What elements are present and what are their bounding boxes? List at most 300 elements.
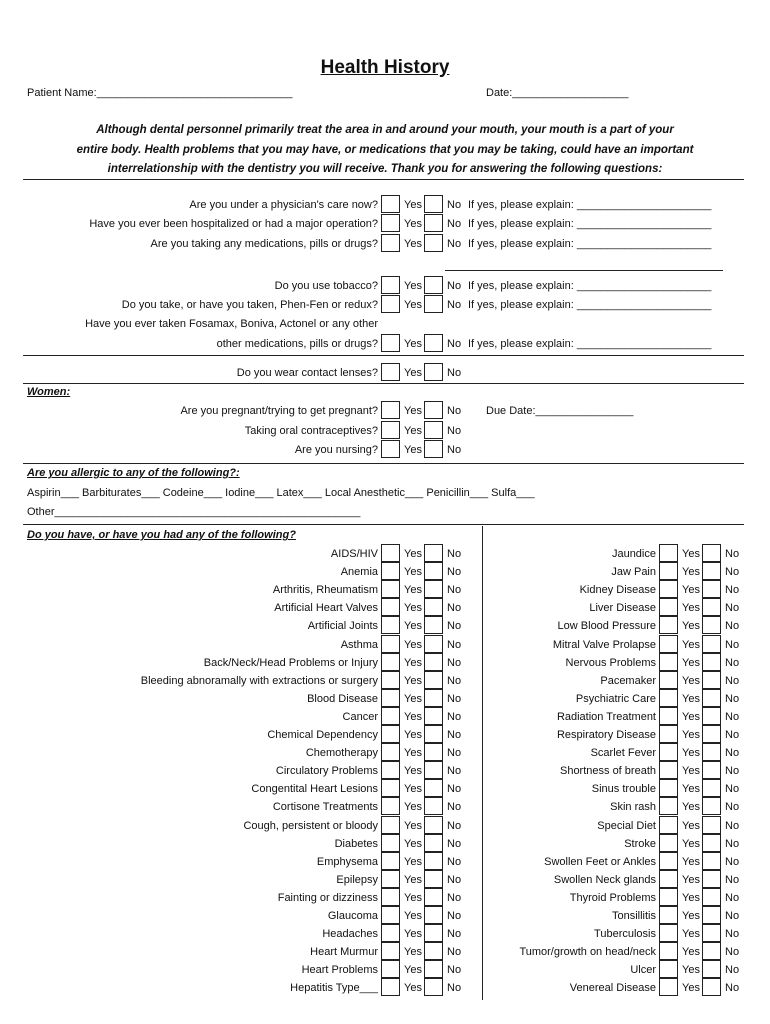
condition-jaw-pain-no-label: No <box>725 566 740 578</box>
page-title: Health History <box>320 57 450 78</box>
condition-scarlet-fever-yes-label: Yes <box>682 747 700 759</box>
divider <box>23 383 744 384</box>
divider <box>23 463 744 464</box>
condition-kidney-disease-no-label: No <box>725 584 740 596</box>
condition-liver-disease-no-checkbox[interactable] <box>702 598 721 616</box>
condition-artificial-joints-no-checkbox[interactable] <box>424 616 443 634</box>
condition-liver-disease-yes-label: Yes <box>682 602 700 614</box>
condition-back-neck-head-problems-or-injury-yes-checkbox[interactable] <box>381 653 400 671</box>
condition-jaw-pain-label: Jaw Pain <box>611 566 656 578</box>
conditions-heading: Do you have, or have you had any of the following? <box>27 529 296 541</box>
condition-mitral-valve-prolapse-yes-checkbox[interactable] <box>659 635 678 653</box>
condition-shortness-of-breath-label: Shortness of breath <box>559 765 656 777</box>
condition-tumor-growth-on-head-neck-no-checkbox[interactable] <box>702 942 721 960</box>
condition-blood-disease-no-checkbox[interactable] <box>424 689 443 707</box>
condition-respiratory-disease-yes-checkbox[interactable] <box>659 725 678 743</box>
condition-swollen-neck-glands-yes-label: Yes <box>682 874 700 886</box>
condition-diabetes-no-label: No <box>447 838 462 850</box>
condition-swollen-feet-or-ankles-yes-label: Yes <box>682 856 700 868</box>
condition-diabetes-yes-checkbox[interactable] <box>381 834 400 852</box>
condition-jaundice-no-checkbox[interactable] <box>702 544 721 562</box>
condition-tonsillitis-label: Tonsillitis <box>611 910 656 922</box>
condition-liver-disease-yes-checkbox[interactable] <box>659 598 678 616</box>
general-q-1-yes-checkbox[interactable] <box>381 214 400 232</box>
date-blank: ___________________ <box>512 87 629 99</box>
women-heading: Women: <box>27 386 71 398</box>
general-q-6-no-label: No <box>447 367 462 379</box>
divider <box>23 355 744 356</box>
condition-psychiatric-care-label: Psychiatric Care <box>575 693 656 705</box>
condition-tuberculosis-yes-checkbox[interactable] <box>659 924 678 942</box>
condition-cough-persistent-or-bloody-yes-checkbox[interactable] <box>381 816 400 834</box>
condition-circulatory-problems-yes-checkbox[interactable] <box>381 761 400 779</box>
condition-heart-problems-yes-checkbox[interactable] <box>381 960 400 978</box>
condition-chemotherapy-no-checkbox[interactable] <box>424 743 443 761</box>
general-q-1-explain-field[interactable]: If yes, please explain: ______________________ <box>468 218 712 230</box>
women-q-0-no-label: No <box>447 405 462 417</box>
condition-anemia-yes-label: Yes <box>404 566 422 578</box>
general-q-3-yes-checkbox[interactable] <box>381 276 400 294</box>
condition-fainting-or-dizziness-label: Fainting or dizziness <box>277 892 378 904</box>
condition-nervous-problems-yes-checkbox[interactable] <box>659 653 678 671</box>
condition-special-diet-yes-label: Yes <box>682 820 700 832</box>
condition-special-diet-label: Special Diet <box>597 820 656 832</box>
condition-sinus-trouble-yes-checkbox[interactable] <box>659 779 678 797</box>
condition-congentital-heart-lesions-no-label: No <box>447 783 462 795</box>
condition-tumor-growth-on-head-neck-label: Tumor/growth on head/neck <box>519 946 656 958</box>
condition-scarlet-fever-no-checkbox[interactable] <box>702 743 721 761</box>
condition-scarlet-fever-no-label: No <box>725 747 740 759</box>
condition-anemia-yes-checkbox[interactable] <box>381 562 400 580</box>
intro-line-1: Although dental personnel primarily treat the area in and around your mouth, your mouth is a part of your <box>96 124 674 136</box>
condition-swollen-feet-or-ankles-no-label: No <box>725 856 740 868</box>
condition-thyroid-problems-yes-label: Yes <box>682 892 700 904</box>
condition-ulcer-yes-label: Yes <box>682 964 700 976</box>
general-q-4-no-label: No <box>447 299 462 311</box>
condition-radiation-treatment-yes-checkbox[interactable] <box>659 707 678 725</box>
condition-jaundice-no-label: No <box>725 548 740 560</box>
general-q-1-no-checkbox[interactable] <box>424 214 443 232</box>
general-q-5-yes-label: Yes <box>404 338 422 350</box>
general-q-2-explain-field[interactable]: If yes, please explain: ______________________ <box>468 238 712 250</box>
women-q-0-label: Are you pregnant/trying to get pregnant? <box>180 405 378 417</box>
condition-ulcer-no-checkbox[interactable] <box>702 960 721 978</box>
condition-ulcer-no-label: No <box>725 964 740 976</box>
condition-artificial-joints-yes-checkbox[interactable] <box>381 616 400 634</box>
condition-nervous-problems-label: Nervous Problems <box>565 657 656 669</box>
condition-thyroid-problems-no-checkbox[interactable] <box>702 888 721 906</box>
divider <box>23 179 744 180</box>
general-q-4-label: Do you take, or have you taken, Phen-Fen or redux? <box>121 299 378 311</box>
condition-anemia-no-checkbox[interactable] <box>424 562 443 580</box>
condition-pacemaker-label: Pacemaker <box>600 675 656 687</box>
condition-skin-rash-label: Skin rash <box>610 801 656 813</box>
condition-liver-disease-label: Liver Disease <box>589 602 656 614</box>
condition-cancer-label: Cancer <box>342 711 378 723</box>
condition-heart-problems-no-checkbox[interactable] <box>424 960 443 978</box>
condition-heart-murmur-label: Heart Murmur <box>310 946 378 958</box>
condition-radiation-treatment-no-label: No <box>725 711 740 723</box>
condition-glaucoma-no-checkbox[interactable] <box>424 906 443 924</box>
condition-bleeding-abnoramally-with-extractions-or-surgery-yes-label: Yes <box>404 675 422 687</box>
condition-heart-murmur-yes-label: Yes <box>404 946 422 958</box>
date-label: Date: <box>486 87 513 99</box>
condition-jaundice-yes-label: Yes <box>682 548 700 560</box>
condition-blood-disease-label: Blood Disease <box>307 693 378 705</box>
condition-radiation-treatment-label: Radiation Treatment <box>556 711 656 723</box>
women-q-1-yes-checkbox[interactable] <box>381 421 400 439</box>
general-q-4-no-checkbox[interactable] <box>424 295 443 313</box>
condition-heart-murmur-no-checkbox[interactable] <box>424 942 443 960</box>
condition-circulatory-problems-no-label: No <box>447 765 462 777</box>
women-q-2-no-label: No <box>447 444 462 456</box>
condition-stroke-label: Stroke <box>624 838 656 850</box>
general-q-1-no-label: No <box>447 218 462 230</box>
condition-cancer-yes-checkbox[interactable] <box>381 707 400 725</box>
condition-jaw-pain-yes-label: Yes <box>682 566 700 578</box>
condition-tonsillitis-yes-checkbox[interactable] <box>659 906 678 924</box>
general-q-0-no-label: No <box>447 199 462 211</box>
condition-mitral-valve-prolapse-no-checkbox[interactable] <box>702 635 721 653</box>
condition-psychiatric-care-no-label: No <box>725 693 740 705</box>
condition-cancer-yes-label: Yes <box>404 711 422 723</box>
condition-special-diet-no-label: No <box>725 820 740 832</box>
condition-shortness-of-breath-yes-label: Yes <box>682 765 700 777</box>
date-field[interactable] <box>486 87 629 99</box>
condition-kidney-disease-yes-checkbox[interactable] <box>659 580 678 598</box>
condition-asthma-yes-checkbox[interactable] <box>381 635 400 653</box>
condition-psychiatric-care-yes-label: Yes <box>682 693 700 705</box>
condition-glaucoma-yes-checkbox[interactable] <box>381 906 400 924</box>
condition-pacemaker-yes-checkbox[interactable] <box>659 671 678 689</box>
condition-congentital-heart-lesions-no-checkbox[interactable] <box>424 779 443 797</box>
allergy-other-field[interactable]: Other__________________________________________________ <box>27 506 361 518</box>
condition-arthritis-rheumatism-no-label: No <box>447 584 462 596</box>
condition-swollen-feet-or-ankles-yes-checkbox[interactable] <box>659 852 678 870</box>
condition-cortisone-treatments-no-label: No <box>447 801 462 813</box>
condition-nervous-problems-no-label: No <box>725 657 740 669</box>
general-q-1-yes-label: Yes <box>404 218 422 230</box>
condition-bleeding-abnoramally-with-extractions-or-surgery-no-checkbox[interactable] <box>424 671 443 689</box>
condition-respiratory-disease-no-checkbox[interactable] <box>702 725 721 743</box>
condition-hepatitis-type-label: Hepatitis Type___ <box>290 982 378 994</box>
women-q-1-no-checkbox[interactable] <box>424 421 443 439</box>
condition-tonsillitis-yes-label: Yes <box>682 910 700 922</box>
condition-tuberculosis-no-label: No <box>725 928 740 940</box>
condition-chemical-dependency-no-label: No <box>447 729 462 741</box>
general-q-4-yes-checkbox[interactable] <box>381 295 400 313</box>
condition-epilepsy-no-checkbox[interactable] <box>424 870 443 888</box>
condition-back-neck-head-problems-or-injury-no-label: No <box>447 657 462 669</box>
condition-epilepsy-yes-checkbox[interactable] <box>381 870 400 888</box>
general-q-5-no-checkbox[interactable] <box>424 334 443 352</box>
condition-hepatitis-type-yes-label: Yes <box>404 982 422 994</box>
condition-sinus-trouble-yes-label: Yes <box>682 783 700 795</box>
condition-shortness-of-breath-yes-checkbox[interactable] <box>659 761 678 779</box>
condition-swollen-neck-glands-yes-checkbox[interactable] <box>659 870 678 888</box>
divider <box>23 524 744 525</box>
condition-cancer-no-label: No <box>447 711 462 723</box>
women-q-0-yes-label: Yes <box>404 405 422 417</box>
condition-blood-disease-yes-checkbox[interactable] <box>381 689 400 707</box>
general-q-5-label: other medications, pills or drugs? <box>216 338 378 350</box>
condition-aids-hiv-yes-label: Yes <box>404 548 422 560</box>
condition-tumor-growth-on-head-neck-yes-checkbox[interactable] <box>659 942 678 960</box>
condition-swollen-feet-or-ankles-no-checkbox[interactable] <box>702 852 721 870</box>
condition-fainting-or-dizziness-yes-checkbox[interactable] <box>381 888 400 906</box>
condition-glaucoma-label: Glaucoma <box>327 910 378 922</box>
condition-respiratory-disease-label: Respiratory Disease <box>556 729 656 741</box>
condition-artificial-heart-valves-yes-label: Yes <box>404 602 422 614</box>
condition-fainting-or-dizziness-yes-label: Yes <box>404 892 422 904</box>
condition-scarlet-fever-label: Scarlet Fever <box>590 747 656 759</box>
condition-congentital-heart-lesions-yes-checkbox[interactable] <box>381 779 400 797</box>
condition-radiation-treatment-no-checkbox[interactable] <box>702 707 721 725</box>
general-q-5-yes-checkbox[interactable] <box>381 334 400 352</box>
condition-psychiatric-care-yes-checkbox[interactable] <box>659 689 678 707</box>
condition-congentital-heart-lesions-label: Congentital Heart Lesions <box>251 783 378 795</box>
condition-respiratory-disease-no-label: No <box>725 729 740 741</box>
due-date-field[interactable]: Due Date:________________ <box>486 405 634 417</box>
condition-anemia-label: Anemia <box>340 566 378 578</box>
condition-congentital-heart-lesions-yes-label: Yes <box>404 783 422 795</box>
women-q-0-no-checkbox[interactable] <box>424 401 443 419</box>
condition-stroke-no-label: No <box>725 838 740 850</box>
condition-chemical-dependency-label: Chemical Dependency <box>267 729 378 741</box>
condition-bleeding-abnoramally-with-extractions-or-surgery-no-label: No <box>447 675 462 687</box>
condition-emphysema-no-label: No <box>447 856 462 868</box>
general-q-6-yes-label: Yes <box>404 367 422 379</box>
condition-shortness-of-breath-no-label: No <box>725 765 740 777</box>
condition-swollen-neck-glands-label: Swollen Neck glands <box>553 874 656 886</box>
condition-stroke-yes-checkbox[interactable] <box>659 834 678 852</box>
condition-circulatory-problems-no-checkbox[interactable] <box>424 761 443 779</box>
condition-emphysema-no-checkbox[interactable] <box>424 852 443 870</box>
general-q-3-yes-label: Yes <box>404 280 422 292</box>
condition-blood-disease-no-label: No <box>447 693 462 705</box>
general-q-2-yes-checkbox[interactable] <box>381 234 400 252</box>
condition-blood-disease-yes-label: Yes <box>404 693 422 705</box>
condition-swollen-neck-glands-no-checkbox[interactable] <box>702 870 721 888</box>
condition-arthritis-rheumatism-no-checkbox[interactable] <box>424 580 443 598</box>
condition-cough-persistent-or-bloody-yes-label: Yes <box>404 820 422 832</box>
general-q-3-label: Do you use tobacco? <box>274 280 378 292</box>
condition-stroke-no-checkbox[interactable] <box>702 834 721 852</box>
condition-artificial-heart-valves-label: Artificial Heart Valves <box>274 602 378 614</box>
condition-tonsillitis-no-label: No <box>725 910 740 922</box>
condition-chemical-dependency-yes-checkbox[interactable] <box>381 725 400 743</box>
patient-name-blank: ________________________________ <box>96 87 293 99</box>
women-q-1-no-label: No <box>447 425 462 437</box>
intro-line-2: entire body. Health problems that you may have, or medications that you may be taking, could have an important <box>76 144 694 156</box>
condition-kidney-disease-label: Kidney Disease <box>579 584 656 596</box>
condition-ulcer-yes-checkbox[interactable] <box>659 960 678 978</box>
condition-low-blood-pressure-yes-label: Yes <box>682 620 700 632</box>
condition-pacemaker-yes-label: Yes <box>682 675 700 687</box>
condition-hepatitis-type-no-label: No <box>447 982 462 994</box>
general-q-0-yes-checkbox[interactable] <box>381 195 400 213</box>
women-q-2-label: Are you nursing? <box>294 444 378 456</box>
condition-emphysema-label: Emphysema <box>316 856 378 868</box>
patient-name-field[interactable] <box>27 87 292 99</box>
condition-fainting-or-dizziness-no-checkbox[interactable] <box>424 888 443 906</box>
condition-back-neck-head-problems-or-injury-label: Back/Neck/Head Problems or Injury <box>203 657 378 669</box>
condition-epilepsy-label: Epilepsy <box>336 874 378 886</box>
condition-asthma-no-checkbox[interactable] <box>424 635 443 653</box>
condition-headaches-yes-label: Yes <box>404 928 422 940</box>
condition-epilepsy-no-label: No <box>447 874 462 886</box>
condition-headaches-label: Headaches <box>322 928 378 940</box>
condition-arthritis-rheumatism-yes-checkbox[interactable] <box>381 580 400 598</box>
general-q-3-explain-field[interactable]: If yes, please explain: ______________________ <box>468 280 712 292</box>
condition-tuberculosis-yes-label: Yes <box>682 928 700 940</box>
condition-heart-problems-no-label: No <box>447 964 462 976</box>
general-q-6-no-checkbox[interactable] <box>424 363 443 381</box>
general-q-4-yes-label: Yes <box>404 299 422 311</box>
condition-tumor-growth-on-head-neck-no-label: No <box>725 946 740 958</box>
condition-tuberculosis-no-checkbox[interactable] <box>702 924 721 942</box>
condition-chemotherapy-label: Chemotherapy <box>305 747 378 759</box>
condition-venereal-disease-no-label: No <box>725 982 740 994</box>
condition-artificial-joints-no-label: No <box>447 620 462 632</box>
condition-low-blood-pressure-no-label: No <box>725 620 740 632</box>
general-q-5-explain-field[interactable]: If yes, please explain: ______________________ <box>468 338 712 350</box>
condition-heart-murmur-yes-checkbox[interactable] <box>381 942 400 960</box>
condition-cancer-no-checkbox[interactable] <box>424 707 443 725</box>
condition-skin-rash-yes-checkbox[interactable] <box>659 797 678 815</box>
condition-emphysema-yes-checkbox[interactable] <box>381 852 400 870</box>
condition-jaw-pain-no-checkbox[interactable] <box>702 562 721 580</box>
women-q-2-yes-label: Yes <box>404 444 422 456</box>
condition-emphysema-yes-label: Yes <box>404 856 422 868</box>
condition-circulatory-problems-yes-label: Yes <box>404 765 422 777</box>
condition-psychiatric-care-no-checkbox[interactable] <box>702 689 721 707</box>
condition-diabetes-yes-label: Yes <box>404 838 422 850</box>
condition-venereal-disease-no-checkbox[interactable] <box>702 978 721 996</box>
condition-sinus-trouble-label: Sinus trouble <box>591 783 656 795</box>
condition-kidney-disease-yes-label: Yes <box>682 584 700 596</box>
general-q-6-label: Do you wear contact lenses? <box>236 367 378 379</box>
allergy-list[interactable]: Aspirin___ Barbiturates___ Codeine___ Iodine___ Latex___ Local Anesthetic___ Penicillin___ Sulfa___ <box>27 487 535 499</box>
general-q-2-yes-label: Yes <box>404 238 422 250</box>
condition-hepatitis-type-yes-checkbox[interactable] <box>381 978 400 996</box>
condition-headaches-no-checkbox[interactable] <box>424 924 443 942</box>
condition-artificial-heart-valves-yes-checkbox[interactable] <box>381 598 400 616</box>
condition-aids-hiv-no-label: No <box>447 548 462 560</box>
condition-special-diet-no-checkbox[interactable] <box>702 816 721 834</box>
condition-radiation-treatment-yes-label: Yes <box>682 711 700 723</box>
condition-aids-hiv-yes-checkbox[interactable] <box>381 544 400 562</box>
general-q-4-explain-field[interactable]: If yes, please explain: ______________________ <box>468 299 712 311</box>
condition-low-blood-pressure-yes-checkbox[interactable] <box>659 616 678 634</box>
women-q-2-no-checkbox[interactable] <box>424 440 443 458</box>
women-q-2-yes-checkbox[interactable] <box>381 440 400 458</box>
condition-tonsillitis-no-checkbox[interactable] <box>702 906 721 924</box>
condition-liver-disease-no-label: No <box>725 602 740 614</box>
condition-chemotherapy-yes-label: Yes <box>404 747 422 759</box>
general-q-2-no-checkbox[interactable] <box>424 234 443 252</box>
condition-cough-persistent-or-bloody-no-checkbox[interactable] <box>424 816 443 834</box>
condition-low-blood-pressure-label: Low Blood Pressure <box>557 620 656 632</box>
women-q-0-yes-checkbox[interactable] <box>381 401 400 419</box>
condition-aids-hiv-label: AIDS/HIV <box>330 548 378 560</box>
condition-sinus-trouble-no-label: No <box>725 783 740 795</box>
condition-headaches-yes-checkbox[interactable] <box>381 924 400 942</box>
allergy-heading: Are you allergic to any of the following?: <box>27 467 240 479</box>
general-q-3-no-label: No <box>447 280 462 292</box>
condition-circulatory-problems-label: Circulatory Problems <box>275 765 378 777</box>
general-q-3-no-checkbox[interactable] <box>424 276 443 294</box>
condition-pacemaker-no-checkbox[interactable] <box>702 671 721 689</box>
condition-cortisone-treatments-yes-label: Yes <box>404 801 422 813</box>
general-q-0-yes-label: Yes <box>404 199 422 211</box>
divider <box>445 270 723 271</box>
condition-venereal-disease-yes-label: Yes <box>682 982 700 994</box>
condition-thyroid-problems-yes-checkbox[interactable] <box>659 888 678 906</box>
column-divider <box>482 526 483 1000</box>
general-q-0-explain-field[interactable]: If yes, please explain: ______________________ <box>468 199 712 211</box>
condition-tuberculosis-label: Tuberculosis <box>594 928 656 940</box>
general-q-0-no-checkbox[interactable] <box>424 195 443 213</box>
condition-low-blood-pressure-no-checkbox[interactable] <box>702 616 721 634</box>
condition-back-neck-head-problems-or-injury-yes-label: Yes <box>404 657 422 669</box>
women-q-1-yes-label: Yes <box>404 425 422 437</box>
condition-stroke-yes-label: Yes <box>682 838 700 850</box>
general-q-1-label: Have you ever been hospitalized or had a major operation? <box>89 218 378 230</box>
condition-fainting-or-dizziness-no-label: No <box>447 892 462 904</box>
condition-artificial-heart-valves-no-checkbox[interactable] <box>424 598 443 616</box>
condition-pacemaker-no-label: No <box>725 675 740 687</box>
condition-venereal-disease-label: Venereal Disease <box>569 982 656 994</box>
condition-artificial-joints-yes-label: Yes <box>404 620 422 632</box>
condition-swollen-feet-or-ankles-label: Swollen Feet or Ankles <box>544 856 656 868</box>
condition-venereal-disease-yes-checkbox[interactable] <box>659 978 678 996</box>
condition-cortisone-treatments-no-checkbox[interactable] <box>424 797 443 815</box>
condition-nervous-problems-no-checkbox[interactable] <box>702 653 721 671</box>
condition-skin-rash-no-label: No <box>725 801 740 813</box>
condition-cortisone-treatments-label: Cortisone Treatments <box>272 801 378 813</box>
condition-skin-rash-yes-label: Yes <box>682 801 700 813</box>
condition-aids-hiv-no-checkbox[interactable] <box>424 544 443 562</box>
condition-cortisone-treatments-yes-checkbox[interactable] <box>381 797 400 815</box>
condition-kidney-disease-no-checkbox[interactable] <box>702 580 721 598</box>
condition-asthma-no-label: No <box>447 639 462 651</box>
condition-chemical-dependency-no-checkbox[interactable] <box>424 725 443 743</box>
condition-skin-rash-no-checkbox[interactable] <box>702 797 721 815</box>
condition-back-neck-head-problems-or-injury-no-checkbox[interactable] <box>424 653 443 671</box>
condition-respiratory-disease-yes-label: Yes <box>682 729 700 741</box>
condition-diabetes-no-checkbox[interactable] <box>424 834 443 852</box>
condition-sinus-trouble-no-checkbox[interactable] <box>702 779 721 797</box>
condition-nervous-problems-yes-label: Yes <box>682 657 700 669</box>
condition-hepatitis-type-no-checkbox[interactable] <box>424 978 443 996</box>
condition-tumor-growth-on-head-neck-yes-label: Yes <box>682 946 700 958</box>
general-q-6-yes-checkbox[interactable] <box>381 363 400 381</box>
condition-chemotherapy-yes-checkbox[interactable] <box>381 743 400 761</box>
general-q-2-label: Are you taking any medications, pills or drugs? <box>150 238 378 250</box>
condition-special-diet-yes-checkbox[interactable] <box>659 816 678 834</box>
condition-heart-problems-label: Heart Problems <box>301 964 378 976</box>
condition-chemical-dependency-yes-label: Yes <box>404 729 422 741</box>
patient-name-label: Patient Name: <box>27 87 97 99</box>
condition-scarlet-fever-yes-checkbox[interactable] <box>659 743 678 761</box>
condition-jaundice-yes-checkbox[interactable] <box>659 544 678 562</box>
condition-jaw-pain-yes-checkbox[interactable] <box>659 562 678 580</box>
condition-artificial-heart-valves-no-label: No <box>447 602 462 614</box>
condition-shortness-of-breath-no-checkbox[interactable] <box>702 761 721 779</box>
condition-bleeding-abnoramally-with-extractions-or-surgery-yes-checkbox[interactable] <box>381 671 400 689</box>
condition-arthritis-rheumatism-label: Arthritis, Rheumatism <box>272 584 378 596</box>
